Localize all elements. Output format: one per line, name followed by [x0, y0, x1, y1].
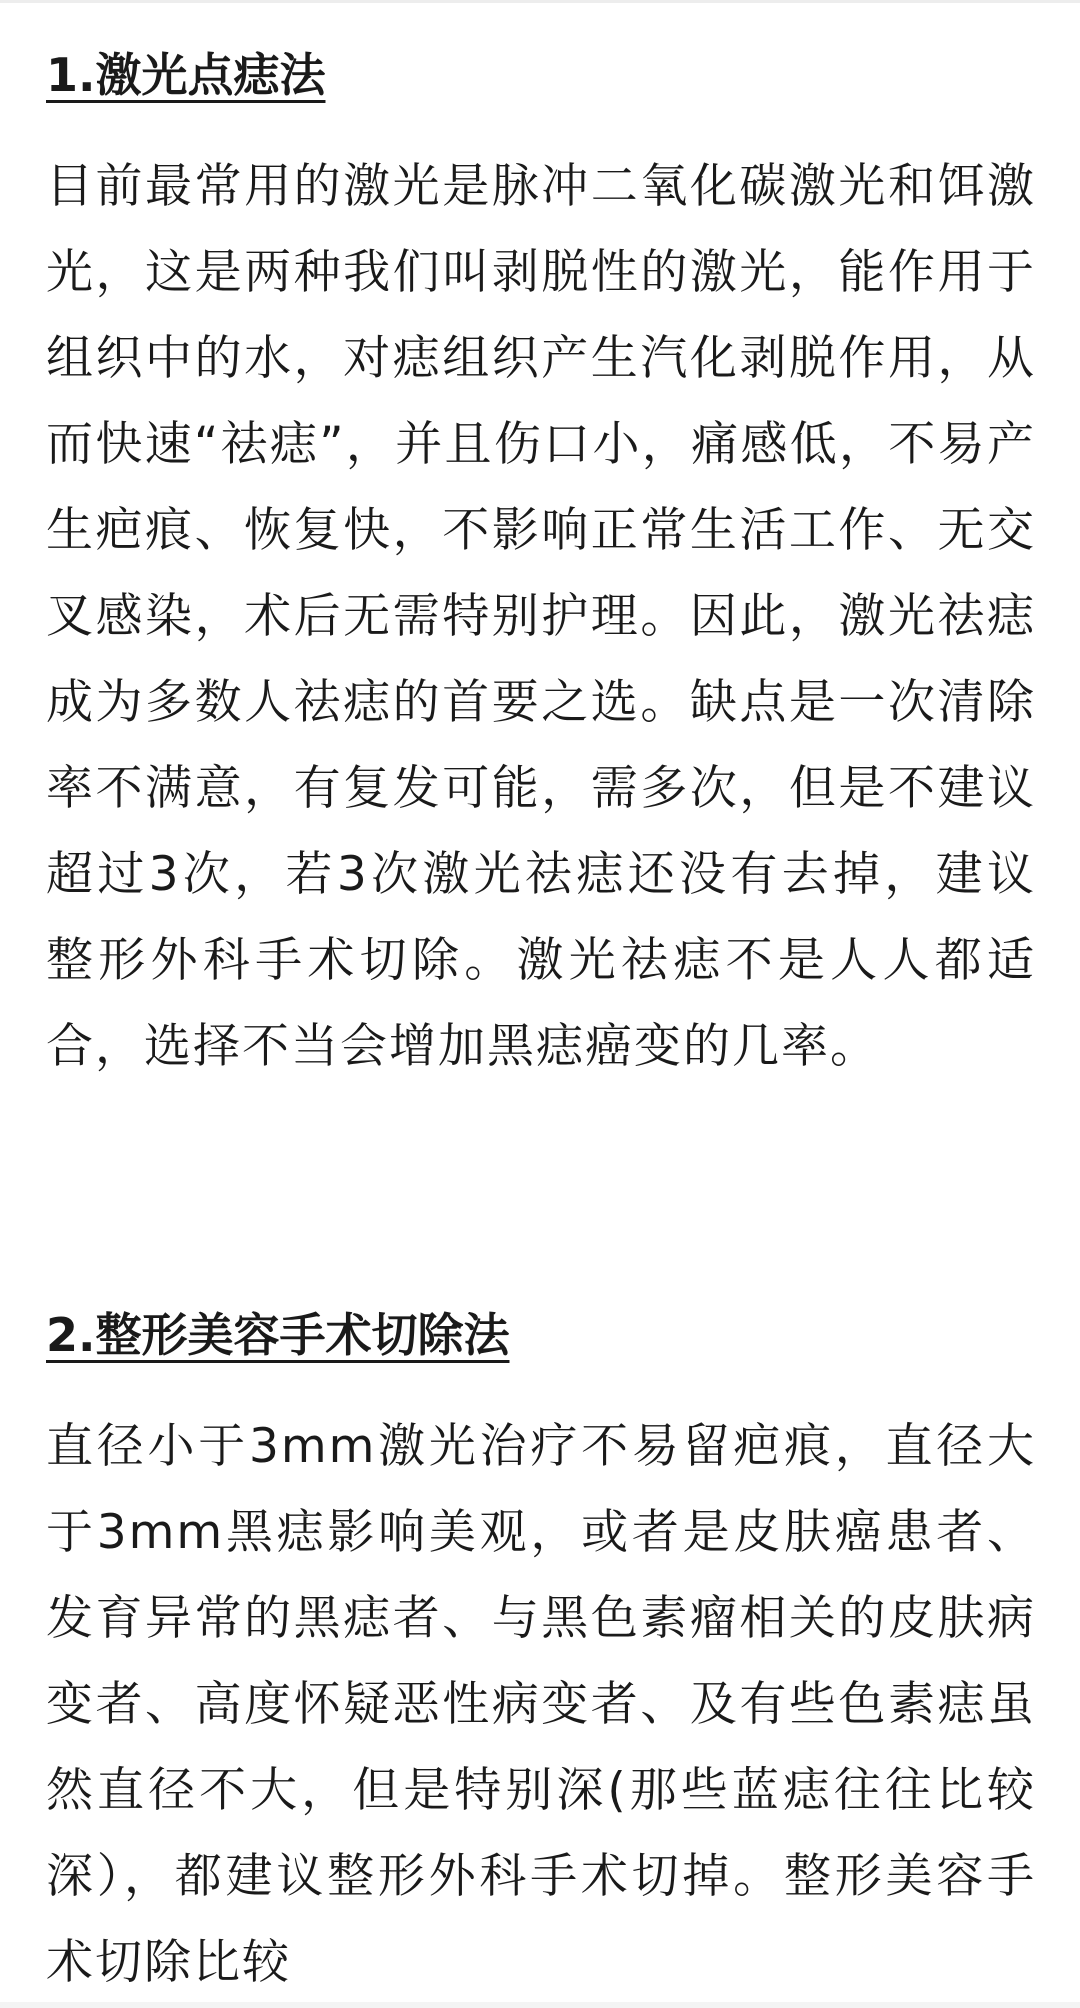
- bottom-toolbar-edge: [0, 2002, 1080, 2008]
- top-divider: [0, 0, 1080, 3]
- section-heading-laser: 1.激光点痣法: [46, 48, 326, 102]
- section-heading-surgery: 2.整形美容手术切除法: [46, 1308, 510, 1362]
- section-body-laser: 目前最常用的激光是脉冲二氧化碳激光和饵激光，这是两种我们叫剥脱性的激光，能作用于组织中的水，对痣组织产生汽化剥脱作用，从而快速“祛痣”，并且伤口小，痛感低，不易产生疤痕、恢复快，不影响正常生活工作、无交叉感染，术后无需特别护理。因此，激光祛痣成为多数人祛痣的首要之选。缺点是一次清除率不满意，有复发可能，需多次，但是不建议超过3次，若3次激光祛痣还没有去掉，建议整形外科手术切除。激光祛痣不是人人都适合，选择不当会增加黑痣癌变的几率。: [46, 159, 1036, 1074]
- section-body-surgery: 直径小于3mm激光治疗不易留疤痕，直径大于3mm黑痣影响美观，或者是皮肤癌患者、发育异常的黑痣者、与黑色素瘤相关的皮肤病变者、高度怀疑恶性病变者、及有些色素痣虽然直径不大，但是特别深(那些蓝痣往往比较深），都建议整形外科手术切掉。整形美容手术切除比较: [46, 1419, 1036, 1990]
